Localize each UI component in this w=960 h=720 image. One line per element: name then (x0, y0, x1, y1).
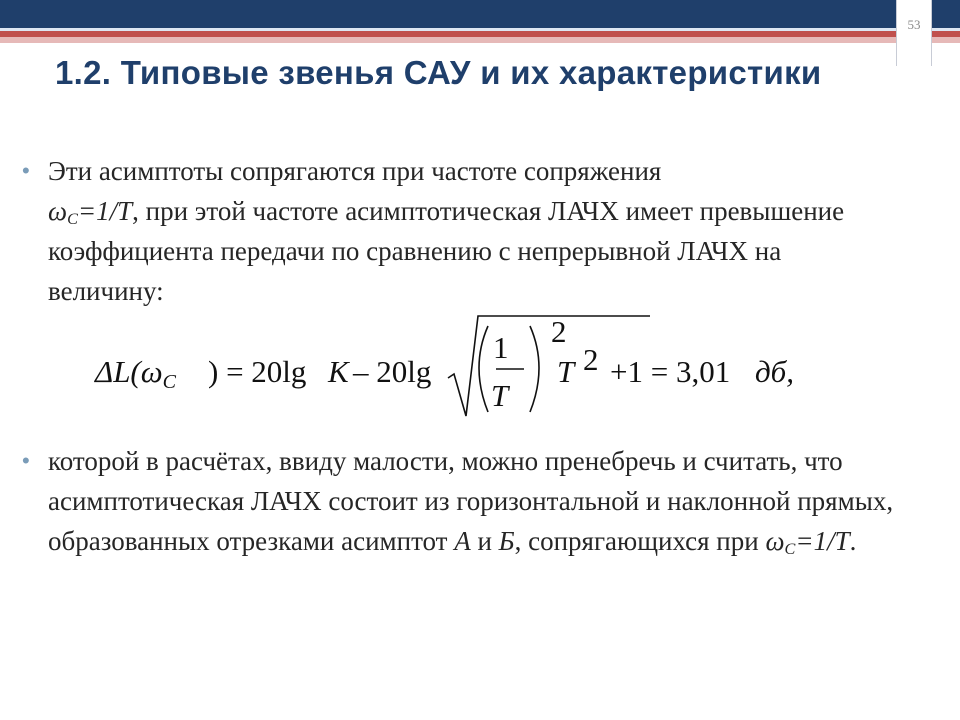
slide-number-box (896, 0, 932, 66)
fraction-denominator: T (491, 378, 509, 413)
fraction-numerator: 1 (493, 330, 509, 365)
formula-exponent-1: 2 (551, 314, 567, 349)
right-paren-icon (530, 326, 539, 412)
omega-equation-2: =1/T (795, 526, 850, 556)
formula-lhs (95, 354, 176, 393)
formula (95, 312, 855, 422)
formula-lhs-sub: C (162, 371, 176, 393)
bullet2-text-b: , сопрягающихся при (514, 526, 759, 556)
formula-unit: дб, (755, 354, 795, 389)
omega-symbol: ω (48, 196, 68, 226)
bullet-dot-icon: • (22, 158, 30, 183)
asymptote-a: А (454, 526, 471, 556)
bullet-paragraph-2 (22, 441, 902, 561)
formula-tail: +1 = 3,01 (610, 354, 731, 389)
formula-exponent-2: 2 (583, 342, 599, 377)
formula-delta-l: ΔL(ω (95, 354, 163, 389)
bullet1-text-b: , при этой частоте асимптотическая ЛАЧХ имеет превышение коэффициента передачи по сравнению с непрерывной ЛАЧХ на величину: (48, 196, 845, 306)
bullet-paragraph-1 (22, 151, 902, 311)
omega-equation: =1/T (77, 196, 133, 226)
formula-lhs-close: ) = 20lg (208, 354, 307, 389)
bullet-dot-icon: • (22, 448, 30, 473)
bullet2-end: . (849, 526, 857, 556)
asymptote-b: Б (498, 526, 515, 556)
formula-t: T (557, 354, 575, 389)
header-band-navy (0, 0, 960, 28)
header-band-pink (0, 37, 960, 43)
left-paren-icon (479, 326, 488, 412)
bullet-text-2 (48, 441, 902, 561)
bullet1-text-a: Эти асимптоты сопрягаются при частоте сопряжения (48, 156, 662, 186)
slide-title: 1.2. Типовые звенья САУ и их характеристики (55, 54, 822, 91)
omega-subscript: C (67, 210, 78, 228)
formula-k: K (328, 354, 349, 389)
omega-symbol-2: ω (765, 526, 785, 556)
bullet-text-1 (48, 151, 902, 311)
formula-minus-log: – 20lg (353, 354, 432, 389)
slide-number: 53 (907, 17, 921, 32)
bullet2-text-a: которой в расчётах, ввиду малости, можно пренебречь и считать, что асимптотическая ЛАЧХ состоит из горизонтальной и наклонной прямых, образованных отрезками асимптот (48, 446, 894, 556)
omega-subscript-2: C (784, 540, 796, 558)
bullet2-and: и (470, 526, 499, 556)
